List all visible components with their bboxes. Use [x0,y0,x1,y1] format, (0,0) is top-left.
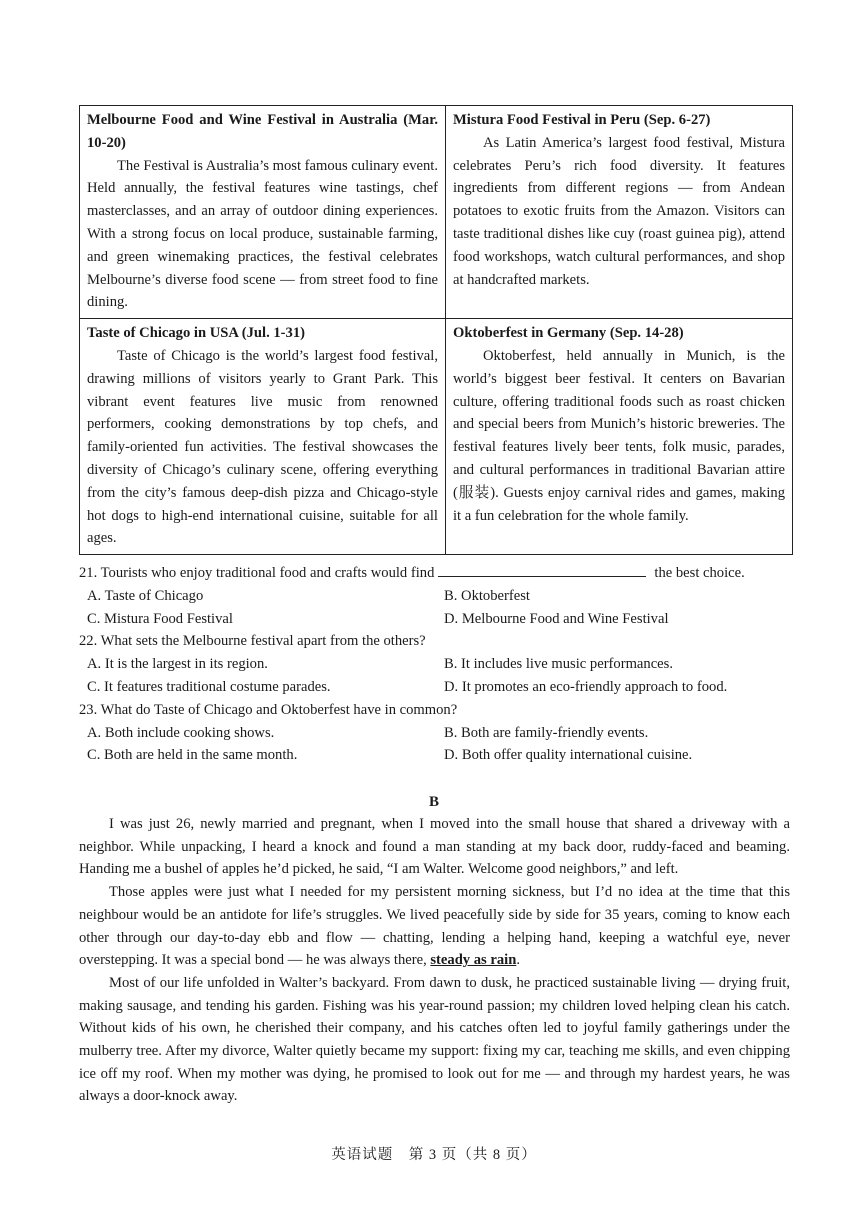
question-23-stem: 23. What do Taste of Chicago and Oktoberfest have in common? [79,701,458,718]
option-c[interactable]: C. Both are held in the same month. [87,747,298,764]
paragraph-text: Those apples were just what I needed for my persistent morning sickness, but I’d no idea at the time that this neighbour would be an antidote for life’s struggles. We lived peacefully side by side for 35 years, coming to know each other through our day-to-day ebb and flow — chatting, lending a helping hand, keeping a watchful eye, never overstepping. It was a special bond — he was always there, [79,884,790,969]
option-a[interactable]: A. Both include cooking shows. [87,724,275,741]
option-c[interactable]: C. Mistura Food Festival [87,610,233,627]
festival-cell-oktoberfest [446,319,793,555]
question-21-stem [79,562,793,585]
option-row [79,653,793,676]
underlined-phrase: steady as rain [430,952,517,969]
festival-description: Taste of Chicago is the world’s largest food festival, drawing millions of visitors yearly to Grant Park. This vibrant event features live music from renowned performers, cooking demonstrations by top chefs, and family-oriented fun activities. The festival showcases the diversity of Chicago’s culinary scene, offering everything from the city’s famous deep-dish pizza and Chicago-style hot dogs to high-end international cuisine, suitable for all ages. [87,347,438,547]
festival-title: Taste of Chicago in USA (Jul. 1-31) [87,325,305,342]
option-row [79,722,793,745]
option-d[interactable]: D. Melbourne Food and Wine Festival [444,610,669,627]
festival-title: Melbourne Food and Wine Festival in Australia (Mar. 10-20) [87,112,438,151]
question-text: the best choice. [654,565,745,581]
option-c[interactable]: C. It features traditional costume parades. [87,678,331,695]
passage-paragraph-3: Most of our life unfolded in Walter’s backyard. From dawn to dusk, he practiced sustainable living — drying fruit, making sausage, and tending his garden. Fishing was his year-round passion; my children loved helping clean his catch. Without kids of his own, he cherished their company, and his catches often led to joyful family gatherings under the mulberry tree. After my divorce, Walter quietly became my support: fixing my car, teaching me skills, and even chipping ice off my roof. When my mother was dying, he promised to look out for me — and through my hardest years, he was always a door-knock away. [79,974,790,1105]
question-list [79,562,793,767]
option-a[interactable]: A. Taste of Chicago [87,587,204,604]
festival-description: Oktoberfest, held annually in Munich, is the world’s biggest beer festival. It centers on Bavarian culture, offering traditional foods such as roast chicken and special beers from Munich’s historic breweries. The festival features lively beer tents, folk music, parades, and cultural performances in traditional Bavarian attire (服装). Guests enjoy carnival rides and games, making it a fun celebration for the whole family. [453,347,785,524]
option-b[interactable]: B. Oktoberfest [444,587,530,604]
option-b[interactable]: B. It includes live music performances. [444,656,673,673]
paragraph-text: . [516,952,520,969]
option-row [79,744,793,767]
question-text: 21. Tourists who enjoy traditional food and crafts would find [79,565,435,581]
section-heading: B [428,794,439,810]
festival-cell-chicago [80,319,446,555]
option-a[interactable]: A. It is the largest in its region. [87,656,268,673]
festival-cell-mistura [446,106,793,319]
festival-title: Mistura Food Festival in Peru (Sep. 6-27) [453,112,711,128]
answer-blank [438,562,646,577]
question-22-stem: 22. What sets the Melbourne festival apart from the others? [79,633,426,650]
reading-passage [79,813,790,1108]
festival-description: As Latin America’s largest food festival, Mistura celebrates Peru’s rich food diversity. It features ingredients from different regions — from Andean potatoes to exotic fruits from the Amazon. Visitors can taste traditional dishes like cuy (roast guinea pig), attend food workshops, watch cultural performances, and shop at handcrafted markets. [453,134,785,288]
passage-paragraph-2 [79,881,790,972]
page-footer: 英语试题 第 3 页（共 8 页） [331,1147,537,1163]
option-d[interactable]: D. Both offer quality international cuisine. [444,747,693,764]
option-b[interactable]: B. Both are family-friendly events. [444,724,649,741]
festival-title: Oktoberfest in Germany (Sep. 14-28) [453,325,684,342]
festival-cell-melbourne [80,106,446,319]
festival-description: The Festival is Australia’s most famous culinary event. Held annually, the festival features wine tastings, chef masterclasses, and an array of outdoor dining experiences. With a strong focus on local produce, sustainable farming, and green winemaking practices, the festival celebrates Melbourne’s diverse food scene — from street food to fine dining. [87,157,439,311]
option-d[interactable]: D. It promotes an eco-friendly approach to food. [444,678,728,695]
option-row [79,608,793,631]
table-row [80,319,793,555]
festival-table [79,105,793,555]
option-row [79,676,793,699]
option-row [79,585,793,608]
passage-paragraph-1: I was just 26, newly married and pregnant, when I moved into the small house that shared a driveway with a neighbor. While unpacking, I heard a knock and found a man standing at my back door, ruddy-faced and beaming. Handing me a bushel of apples he’d picked, he said, “I am Walter. Welcome good neighbors,” and left. [79,816,790,878]
table-row [80,106,793,319]
